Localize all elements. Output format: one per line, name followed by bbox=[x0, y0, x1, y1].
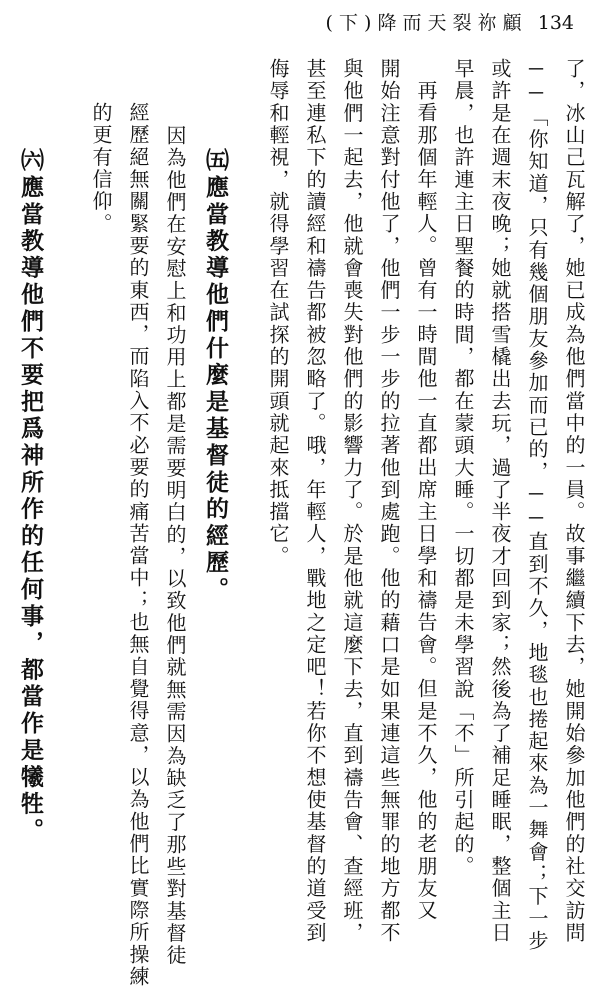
chapter-title: ( 下 ) 降 而 天 裂 祢 顧 bbox=[325, 12, 522, 34]
text-column: 再看那個年輕人。曾有一時間他一直都出席主日學和禱告會。但是不久，他的老朋友又 bbox=[414, 80, 438, 922]
text-column: 侮辱和輕視，就得學習在試探的開頭就起來抵擋它。 bbox=[266, 58, 290, 568]
page-number: 134 bbox=[537, 12, 574, 34]
text-column: 或許是在週末夜晚；她就搭雪橇出去玩，過了半夜才回到家；然後為了補足睡眠，整個主日 bbox=[488, 58, 512, 944]
text-column: 開始注意對付他了，他們一步一步的拉著他到處跑。他的藉口是如果連這些無罪的地方都不 bbox=[377, 58, 401, 944]
text-column: ──「你知道，只有幾個朋友參加而已的，──直到不久，地毯也捲起來為一舞會；下一步 bbox=[525, 58, 549, 952]
text-column: 因為他們在安慰上和功用上都是需要明白的，以致他們就無需因為缺乏了那些對基督徒 bbox=[163, 125, 187, 967]
text-column: 的更有信仰。 bbox=[89, 102, 113, 235]
text-column: 經歷絕無關緊要的東西，而陷入不必要的痛苦當中；也無自覺得意，以為他們比實際所操練 bbox=[126, 102, 150, 988]
section-heading: ㈥應當教導他們不要把爲神所作的任何事，都當作是犧牲。 bbox=[17, 148, 43, 845]
text-column: 早晨，也許連主日聖餐的時間，都在蒙頭大睡。一切都是未學習說「不」所引起的。 bbox=[451, 58, 475, 878]
running-header bbox=[326, 8, 574, 35]
text-column: 甚至連私下的讀經和禱告都被忽略了。哦，年輕人，戰地之定吧！若你不想使基督的道受到 bbox=[303, 58, 327, 944]
text-column: 了，冰山己瓦解了，她已成為他們當中的一員。故事繼續下去，她開始參加他們的社交訪問 bbox=[562, 58, 586, 944]
section-heading: ㈤應當教導他們什麼是基督徒的經歷。 bbox=[202, 148, 228, 604]
text-column: 與他們一起去，他就會喪失對他們的影響力了。於是他就這麼下去，直到禱告會、查經班， bbox=[340, 58, 364, 944]
